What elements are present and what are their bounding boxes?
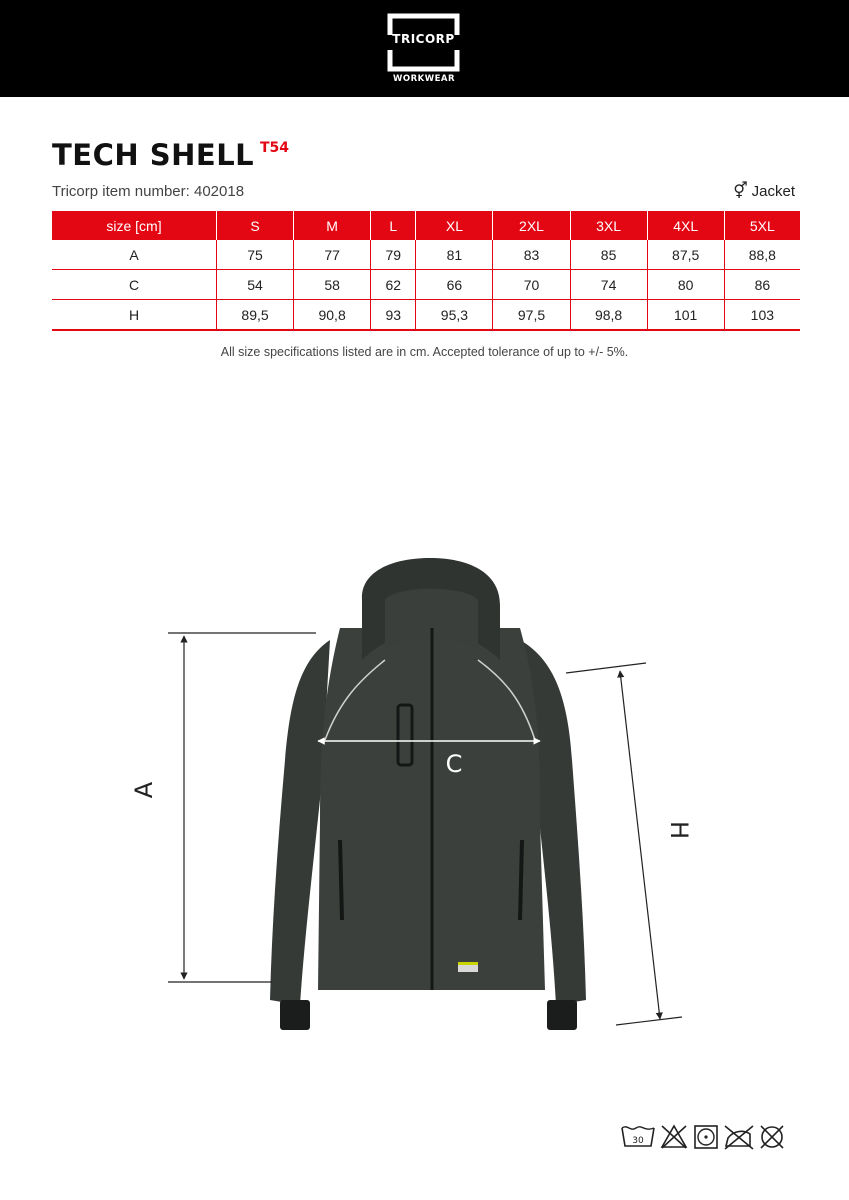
table-cell: 87,5 xyxy=(647,240,724,270)
size-col-header: M xyxy=(294,211,371,240)
table-cell: 89,5 xyxy=(217,300,294,331)
size-header-row xyxy=(52,211,800,240)
table-cell: 70 xyxy=(493,270,570,300)
tumble-dry-low-icon xyxy=(695,1126,717,1148)
no-iron-icon xyxy=(725,1126,753,1149)
category-label: Jacket xyxy=(751,183,795,200)
table-cell: 90,8 xyxy=(294,300,371,331)
table-cell: 93 xyxy=(371,300,416,331)
size-table xyxy=(52,211,800,331)
size-col-header: 3XL xyxy=(570,211,647,240)
brand-sub: WORKWEAR xyxy=(392,74,456,84)
table-cell: 66 xyxy=(416,270,493,300)
size-col-header: XL xyxy=(416,211,493,240)
size-col-header: 2XL xyxy=(493,211,570,240)
item-number: Tricorp item number: 402018 xyxy=(52,183,245,200)
size-col-header: 5XL xyxy=(724,211,800,240)
table-cell: 85 xyxy=(570,240,647,270)
wash-temp: 30 xyxy=(632,1136,644,1146)
size-col-header: L xyxy=(371,211,416,240)
table-cell: 80 xyxy=(647,270,724,300)
size-col-header: 4XL xyxy=(647,211,724,240)
brand-name: TRICORP xyxy=(392,32,455,46)
row-label: A xyxy=(52,240,217,270)
label-h: H xyxy=(665,820,693,840)
table-cell: 95,3 xyxy=(416,300,493,331)
jacket-measurement-diagram xyxy=(0,540,849,1060)
row-label: H xyxy=(52,300,217,331)
label-a: A xyxy=(130,781,158,799)
no-bleach-icon xyxy=(662,1126,686,1148)
size-header-label: size [cm] xyxy=(52,211,217,240)
table-cell: 101 xyxy=(647,300,724,331)
size-col-header: S xyxy=(217,211,294,240)
table-cell: 98,8 xyxy=(570,300,647,331)
table-row xyxy=(52,300,800,331)
product-model: T54 xyxy=(260,140,290,156)
product-title: TECH SHELL xyxy=(52,138,255,172)
table-row xyxy=(52,240,800,270)
row-label: C xyxy=(52,270,217,300)
jacket-illustration xyxy=(270,558,586,1030)
table-cell: 83 xyxy=(493,240,570,270)
no-dry-clean-icon xyxy=(761,1126,783,1148)
table-cell: 88,8 xyxy=(724,240,800,270)
gender-category xyxy=(733,181,795,200)
table-cell: 97,5 xyxy=(493,300,570,331)
table-cell: 74 xyxy=(570,270,647,300)
table-row xyxy=(52,270,800,300)
table-cell: 77 xyxy=(294,240,371,270)
care-symbols xyxy=(620,1122,800,1152)
tolerance-note: All size specifications listed are in cm. Accepted tolerance of up to +/- 5%. xyxy=(220,345,629,359)
table-cell: 103 xyxy=(724,300,800,331)
table-cell: 79 xyxy=(371,240,416,270)
table-cell: 62 xyxy=(371,270,416,300)
brand-header xyxy=(0,0,849,97)
table-cell: 81 xyxy=(416,240,493,270)
table-cell: 54 xyxy=(217,270,294,300)
label-c: C xyxy=(445,750,463,778)
wash-30-icon xyxy=(622,1127,654,1146)
unisex-icon: ⚥ xyxy=(733,181,748,200)
table-cell: 58 xyxy=(294,270,371,300)
table-cell: 86 xyxy=(724,270,800,300)
table-cell: 75 xyxy=(217,240,294,270)
